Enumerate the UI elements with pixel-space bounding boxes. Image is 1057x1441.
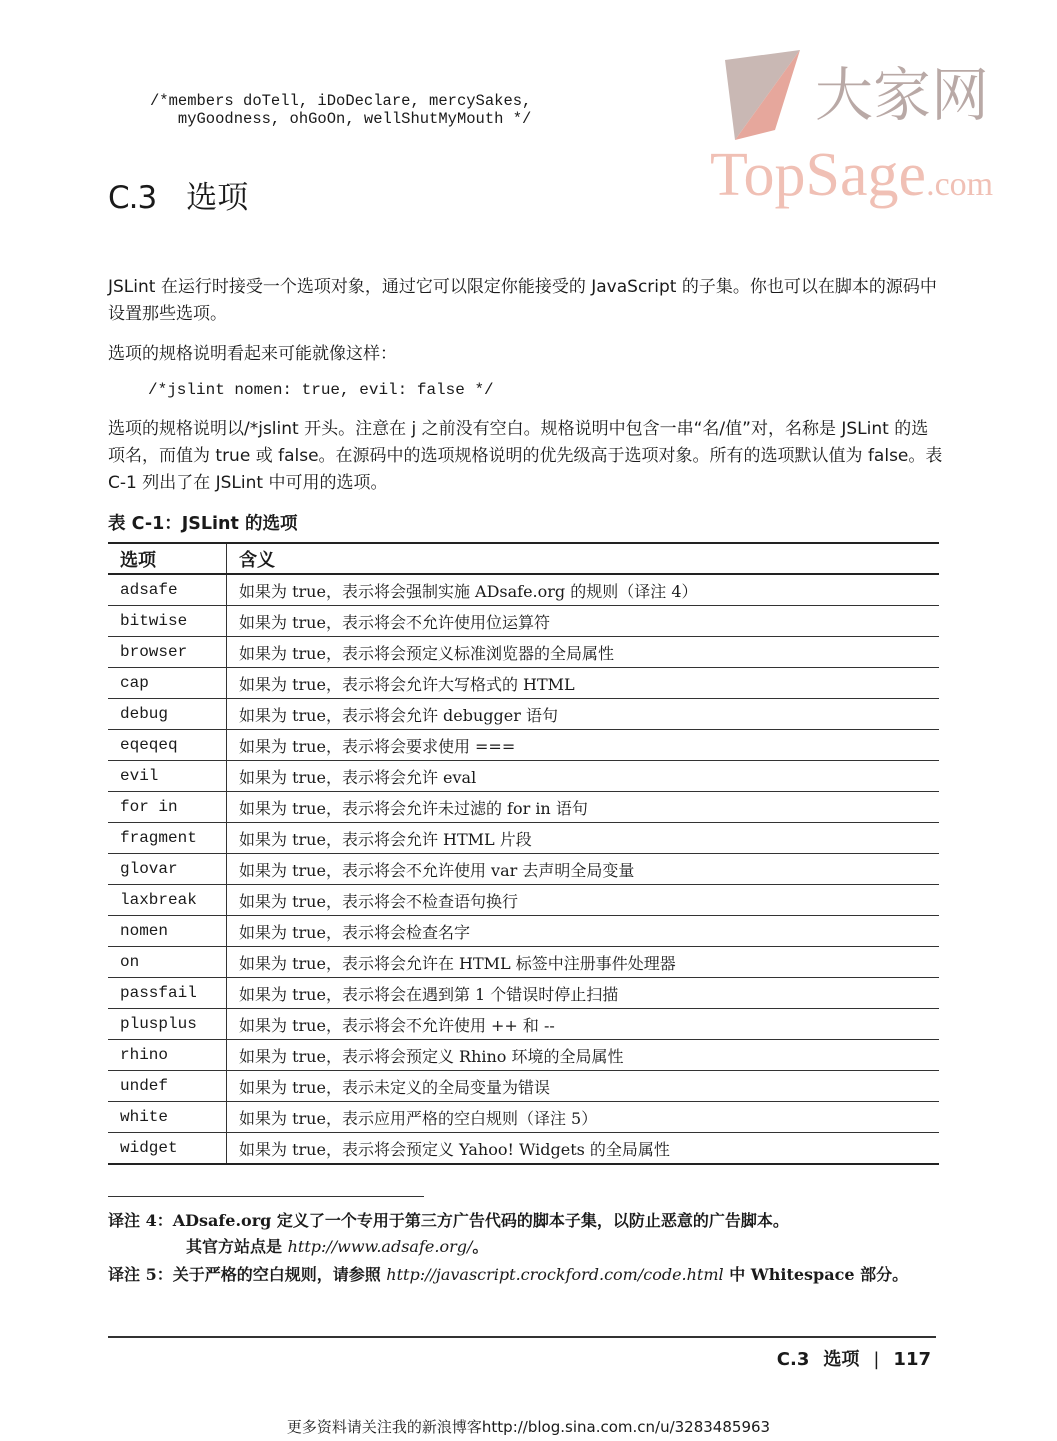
option-name: glovar xyxy=(108,854,227,885)
code-example: /*jslint nomen: true, evil: false */ xyxy=(148,381,494,399)
option-meaning: 如果为 true，表示将会允许 debugger 语句 xyxy=(227,699,940,730)
header-meaning: 含义 xyxy=(227,543,940,574)
table-row xyxy=(108,916,939,947)
header-option: 选项 xyxy=(108,543,227,574)
table-row xyxy=(108,637,939,668)
option-meaning: 如果为 true，表示将会在遇到第 1 个错误时停止扫描 xyxy=(227,978,940,1009)
option-name: widget xyxy=(108,1133,227,1165)
option-name: plusplus xyxy=(108,1009,227,1040)
footnote-text: 。 xyxy=(472,1237,489,1256)
table-row xyxy=(108,792,939,823)
footer-section: C.3 xyxy=(776,1349,810,1370)
option-meaning: 如果为 true，表示将会允许在 HTML 标签中注册事件处理器 xyxy=(227,947,940,978)
table-row xyxy=(108,1133,939,1165)
table-row xyxy=(108,574,939,606)
table-row xyxy=(108,823,939,854)
table-row xyxy=(108,1009,939,1040)
footnote-divider xyxy=(108,1196,424,1197)
section-heading xyxy=(108,172,248,217)
option-meaning: 如果为 true，表示将会允许未过滤的 for in 语句 xyxy=(227,792,940,823)
footnote-text: 关于严格的空白规则，请参照 xyxy=(172,1265,387,1284)
table-header-row xyxy=(108,543,939,574)
option-meaning: 如果为 true，表示将会不允许使用位运算符 xyxy=(227,606,940,637)
section-title: 选项 xyxy=(186,180,249,216)
footnote-label: 译注 5： xyxy=(108,1265,173,1284)
table-row xyxy=(108,730,939,761)
section-number: C.3 xyxy=(108,180,157,216)
table-row xyxy=(108,606,939,637)
footnote-label: 译注 4： xyxy=(108,1211,173,1230)
svg-text:TopSage.com: TopSage.com xyxy=(710,141,994,209)
option-meaning: 如果为 true，表示将会检查名字 xyxy=(227,916,940,947)
option-name: cap xyxy=(108,668,227,699)
footer-rule xyxy=(108,1336,936,1338)
page-number: 117 xyxy=(893,1349,931,1370)
blog-watermark-line: 更多资料请关注我的新浪博客http://blog.sina.com.cn/u/3283485963 xyxy=(286,1418,771,1436)
table-row xyxy=(108,1102,939,1133)
option-name: white xyxy=(108,1102,227,1133)
table-row xyxy=(108,854,939,885)
footnote-4 xyxy=(108,1208,789,1260)
option-meaning: 如果为 true，表示未定义的全局变量为错误 xyxy=(227,1071,940,1102)
option-name: laxbreak xyxy=(108,885,227,916)
paragraph-details: 选项的规格说明以/*jslint 开头。注意在 j 之前没有空白。规格说明中包含一串“名/值”对，名称是 JSLint 的选项名，而值为 true 或 false。在源码中的选项规格说明的优先级高于选项对象。所有的选项默认值为 false。表 C-1 列出了在 JSLint 中可用的选项。 xyxy=(108,419,943,493)
table-row xyxy=(108,978,939,1009)
option-meaning: 如果为 true，表示将会不检查语句换行 xyxy=(227,885,940,916)
footnote-link[interactable]: http://www.adsafe.org/ xyxy=(287,1237,473,1256)
option-meaning: 如果为 true，表示将会不允许使用 var 去声明全局变量 xyxy=(227,854,940,885)
option-name: nomen xyxy=(108,916,227,947)
option-name: debug xyxy=(108,699,227,730)
paragraph-intro: JSLint 在运行时接受一个选项对象，通过它可以限定你能接受的 JavaScript 的子集。你也可以在脚本的源码中设置那些选项。 xyxy=(108,277,937,324)
option-name: adsafe xyxy=(108,574,227,606)
footnote-link[interactable]: http://javascript.crockford.com/code.html xyxy=(386,1265,724,1284)
code-line: myGoodness, ohGoOn, wellShutMyMouth */ xyxy=(150,110,532,128)
option-meaning: 如果为 true，表示将会预定义标准浏览器的全局属性 xyxy=(227,637,940,668)
footnote-text: 其官方站点是 xyxy=(186,1237,288,1256)
footnote-text: 中 Whitespace 部分。 xyxy=(723,1265,909,1284)
option-meaning: 如果为 true，表示将会不允许使用 ++ 和 -- xyxy=(227,1009,940,1040)
table-row xyxy=(108,947,939,978)
option-meaning: 如果为 true，表示将会允许 eval xyxy=(227,761,940,792)
option-meaning: 如果为 true，表示将会要求使用 === xyxy=(227,730,940,761)
footer-separator: | xyxy=(873,1349,880,1370)
option-meaning: 如果为 true，表示将会强制实施 ADsafe.org 的规则（译注 4） xyxy=(227,574,940,606)
option-name: rhino xyxy=(108,1040,227,1071)
option-name: evil xyxy=(108,761,227,792)
option-name: browser xyxy=(108,637,227,668)
code-members xyxy=(150,92,531,128)
table-row xyxy=(108,1071,939,1102)
option-name: on xyxy=(108,947,227,978)
footnote-text: ADsafe.org 定义了一个专用于第三方广告代码的脚本子集，以防止恶意的广告脚本。 xyxy=(172,1211,789,1230)
table-row xyxy=(108,761,939,792)
topsage-watermark-logo xyxy=(705,40,1005,210)
option-name: eqeqeq xyxy=(108,730,227,761)
table-row xyxy=(108,668,939,699)
option-name: undef xyxy=(108,1071,227,1102)
table-row xyxy=(108,885,939,916)
footer-title: 选项 xyxy=(823,1349,860,1370)
table-caption: 表 C-1：JSLint 的选项 xyxy=(108,514,298,534)
code-line: /*members doTell, iDoDeclare, mercySakes, xyxy=(150,92,532,110)
option-name: for in xyxy=(108,792,227,823)
paragraph-spec: 选项的规格说明看起来可能就像这样： xyxy=(108,344,397,364)
svg-text:大家网: 大家网 xyxy=(815,61,990,129)
option-name: bitwise xyxy=(108,606,227,637)
option-name: fragment xyxy=(108,823,227,854)
option-meaning: 如果为 true，表示将会预定义 Yahoo! Widgets 的全局属性 xyxy=(227,1133,940,1165)
option-name: passfail xyxy=(108,978,227,1009)
table-row xyxy=(108,699,939,730)
option-meaning: 如果为 true，表示将会预定义 Rhino 环境的全局属性 xyxy=(227,1040,940,1071)
options-table xyxy=(108,542,939,1165)
table-row xyxy=(108,1040,939,1071)
option-meaning: 如果为 true，表示将会允许 HTML 片段 xyxy=(227,823,940,854)
option-meaning: 如果为 true，表示应用严格的空白规则（译注 5） xyxy=(227,1102,940,1133)
option-meaning: 如果为 true，表示将会允许大写格式的 HTML xyxy=(227,668,940,699)
page-footer xyxy=(763,1345,931,1371)
footnote-5 xyxy=(108,1262,908,1288)
